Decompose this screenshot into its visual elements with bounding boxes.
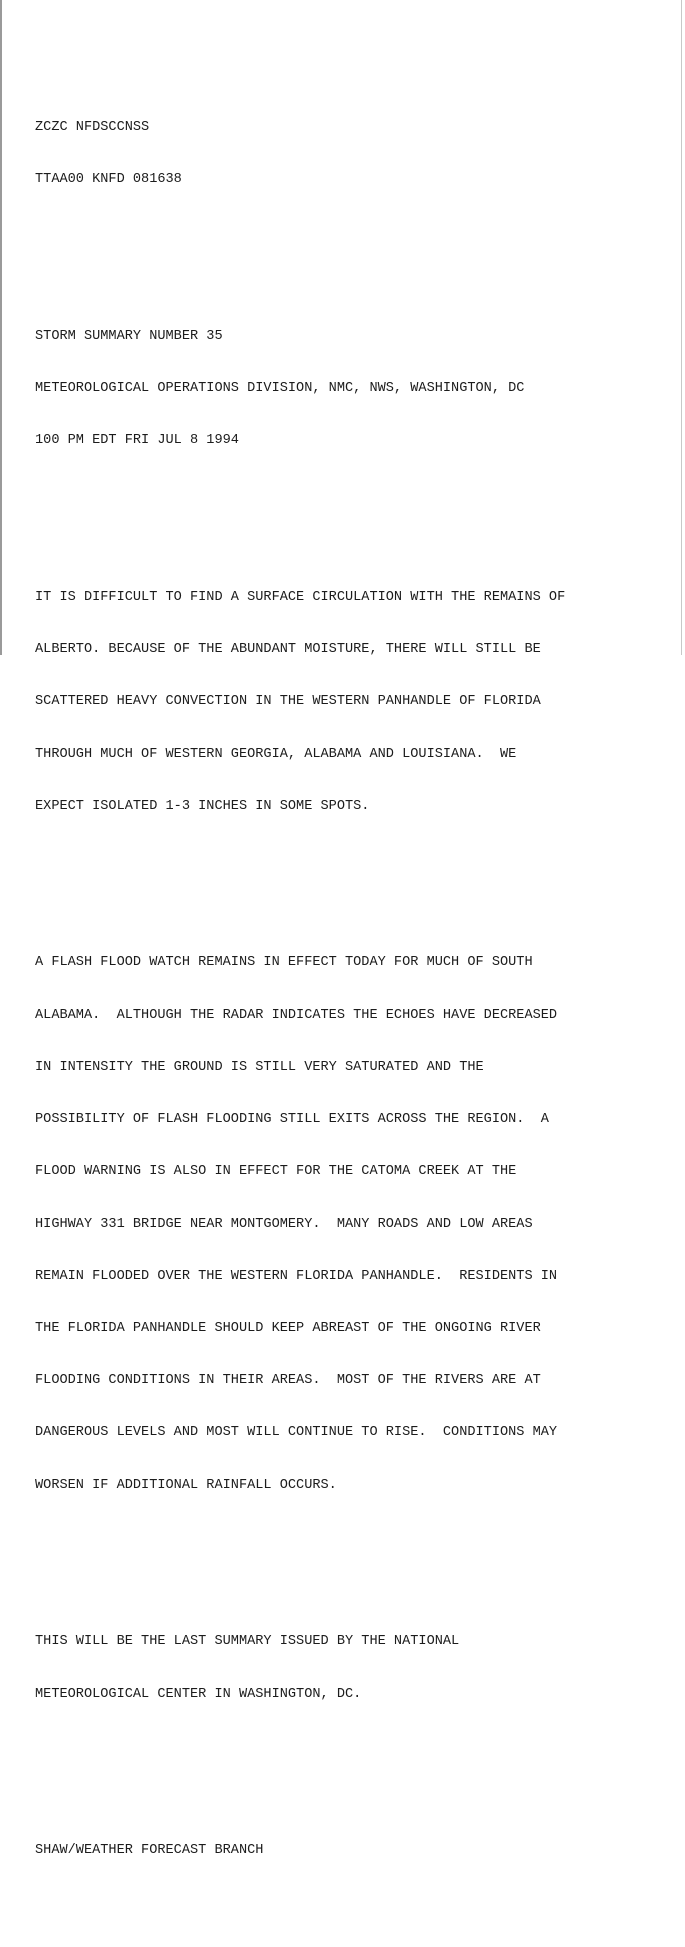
issue-time: 100 PM EDT FRI JUL 8 1994 <box>35 433 239 449</box>
left-page-edge <box>0 0 2 655</box>
wmo-header <box>35 84 681 223</box>
paragraph-line: ALABAMA. ALTHOUGH THE RADAR INDICATES THE ECHOES HAVE DECREASED <box>35 1007 558 1023</box>
paragraph-line: THROUGH MUCH OF WESTERN GEORGIA, ALABAMA AND LOUISIANA. WE <box>35 746 517 762</box>
paragraph-line: IT IS DIFFICULT TO FIND A SURFACE CIRCULATION WITH THE REMAINS OF <box>35 589 566 605</box>
paragraph-line: WORSEN IF ADDITIONAL RAINFALL OCCURS. <box>35 1477 337 1493</box>
paragraph-line: FLOODING CONDITIONS IN THEIR AREAS. MOST OF THE RIVERS ARE AT <box>35 1373 541 1389</box>
header-line: ZCZC NFDSCCNSS <box>35 120 150 136</box>
paragraph-line: A FLASH FLOOD WATCH REMAINS IN EFFECT TODAY FOR MUCH OF SOUTH <box>35 955 533 971</box>
signature-block <box>35 1807 681 1894</box>
paragraph-line: IN INTENSITY THE GROUND IS STILL VERY SATURATED AND THE <box>35 1059 484 1075</box>
summary-title: STORM SUMMARY NUMBER 35 <box>35 328 223 344</box>
paragraph-last-summary <box>35 1599 681 1738</box>
bulletin-text <box>35 32 681 1947</box>
issuing-office: METEOROLOGICAL OPERATIONS DIVISION, NMC, NWS, WASHINGTON, DC <box>35 381 525 397</box>
paragraph-line: EXPECT ISOLATED 1-3 INCHES IN SOME SPOTS. <box>35 798 370 814</box>
paragraph-line: METEOROLOGICAL CENTER IN WASHINGTON, DC. <box>35 1686 362 1702</box>
paragraph-flooding <box>35 920 681 1529</box>
header-line: TTAA00 KNFD 081638 <box>35 172 182 188</box>
signature: SHAW/WEATHER FORECAST BRANCH <box>35 1843 264 1859</box>
paragraph-line: REMAIN FLOODED OVER THE WESTERN FLORIDA PANHANDLE. RESIDENTS IN <box>35 1268 558 1284</box>
paragraph-line: HIGHWAY 331 BRIDGE NEAR MONTGOMERY. MANY ROADS AND LOW AREAS <box>35 1216 533 1232</box>
paragraph-line: POSSIBILITY OF FLASH FLOODING STILL EXITS ACROSS THE REGION. A <box>35 1112 549 1128</box>
paragraph-line: DANGEROUS LEVELS AND MOST WILL CONTINUE TO RISE. CONDITIONS MAY <box>35 1425 558 1441</box>
paragraph-line: THE FLORIDA PANHANDLE SHOULD KEEP ABREAST OF THE ONGOING RIVER <box>35 1321 541 1337</box>
paragraph-circulation <box>35 554 681 850</box>
paragraph-line: SCATTERED HEAVY CONVECTION IN THE WESTERN PANHANDLE OF FLORIDA <box>35 694 541 710</box>
paragraph-line: ALBERTO. BECAUSE OF THE ABUNDANT MOISTURE, THERE WILL STILL BE <box>35 642 541 658</box>
paragraph-line: THIS WILL BE THE LAST SUMMARY ISSUED BY THE NATIONAL <box>35 1634 460 1650</box>
title-block <box>35 293 681 484</box>
paragraph-line: FLOOD WARNING IS ALSO IN EFFECT FOR THE CATOMA CREEK AT THE <box>35 1164 517 1180</box>
right-page-edge <box>681 0 682 655</box>
